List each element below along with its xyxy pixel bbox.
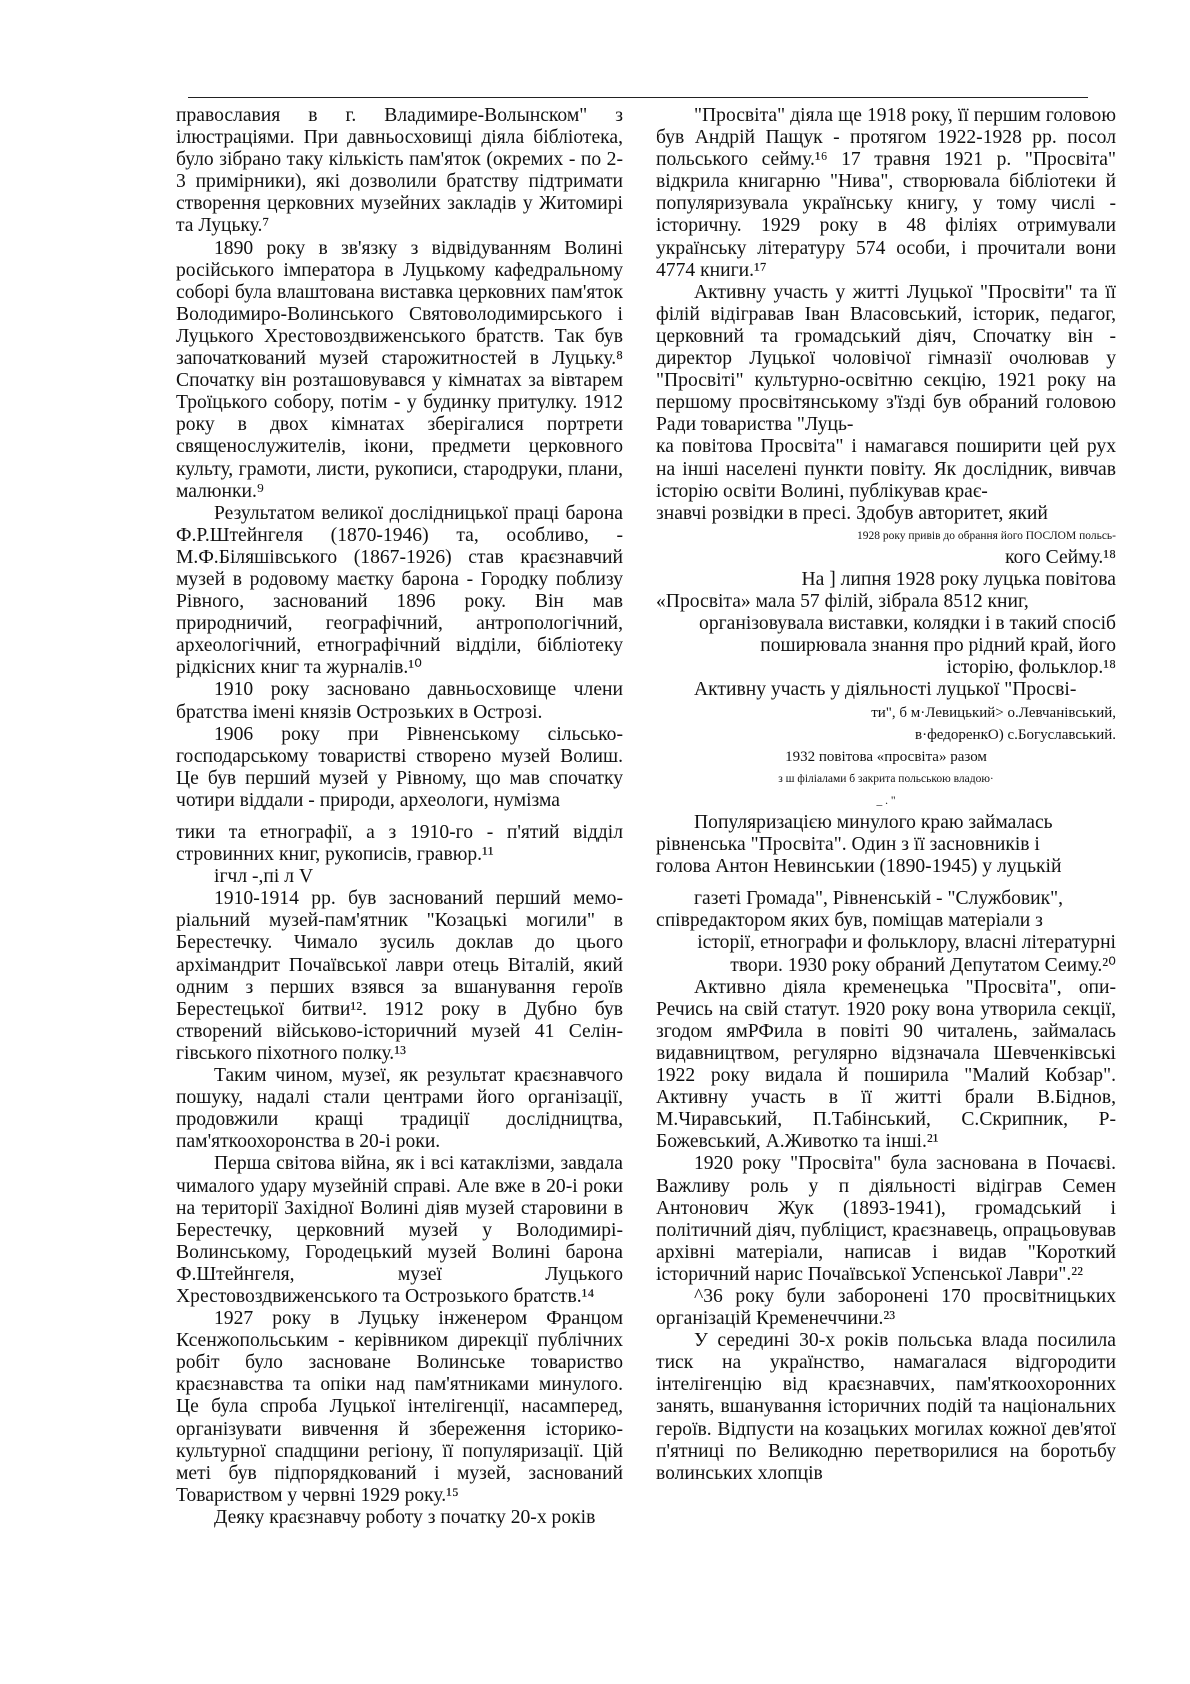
garbled-line: ти", б м·Левицький> о.Левчанівський, [871,704,1116,721]
paragraph-line: історію, фольклор.¹⁸ [946,657,1116,679]
paragraph-line: організовувала виставки, колядки і в такий спосіб [699,613,1116,635]
ocr-artifact-line: ігчл -,пі л V [214,866,314,888]
paragraph-line: Активну участь у діяльності луцької "Просві- [694,679,1077,701]
paragraph: Перша світова війна, як і всі катаклізми, завдала чималого удару музейній справі. Але вже в 20-і роки на території Західної Волині діяв музей старовини в Берестечку, церковний музей у Володимирі-Волинському, Городецький музей Волині барона Ф.Штейнгеля, музеї Луцького Хрестовоздвиженського та Острозького братств.¹⁴ [176,1153,623,1307]
paragraph: 1890 року в зв'язку з відвідуванням Волині російського імператора в Луцькому кафедральному соборі була влаштована виставка церковних пам'яток Володимиро-Волинського Святоволодимирського і Луцького Хрестовоздвиженського братств. Так був започаткований музей старожитностей в Луцьку.⁸ Спочатку він розташовувався у кімнатах за вівтарем Троїцького собору, потім - у будинку притулку. 1912 року в двох кімнатах зберігалися портрети священослужителів, ікони, предмети церковного культу, грамоти, листи, рукописи, стародруки, плани, малюнки.⁹ [176,237,623,502]
paragraph: Деяку краєзнавчу роботу з початку 20-х років [214,1506,596,1528]
garbled-line: історії, етнографи и фольклору, власні літературні [697,932,1116,954]
paragraph: Таким чином, музеї, як результат краєзнавчого пошуку, надалі стали центрами його організації, продовжили кращі традиції дослідництва, пам'яткоохоронства в 20-і роки. [176,1065,623,1153]
garbled-line: в·федоренкО) с.Богуславський. [915,726,1116,743]
right-column [656,105,1116,1485]
paragraph-line: На ] липня 1928 року луцька повітова [801,568,1116,590]
paragraph-line: Популяризацією минулого краю займалась [694,812,1053,833]
paragraph-line: «Просвіта» мала 57 філій, зібрала 8512 книг, [656,591,1029,613]
paragraph: 1910-1914 рр. був заснований перший меморіальний музей-пам'ятник "Козацькі могили" в Берестечку. Чимало зусиль доклав до цього архімандрит Почаївської лаври отець Віталій, який одним з перших взявся за вшанування героїв Берестецької битви¹². 1912 року в Дубно був створений військово-історичний музей 41 Селінгівського піхотного полку.¹³ [176,888,623,1064]
paragraph: Активну участь у житті Луцької "Просвіти" та її філій відігравав Іван Власовський, історик, педагог, церковний та громадський діяч, Спочатку він - директор Луцької чоловічої гімназії очолював у "Просвіті" культурно-освітню секцію, 1921 року на першому просвітянському з'їзді був обраний головою Ради товариства "Луць- [656,281,1116,436]
paragraph-line: рівненська "Просвіта". Один з її засновників і [656,834,1040,856]
paragraph: ^36 року були заборонені 170 просвітницьких організацій Кременеччини.²³ [656,1285,1116,1330]
garbled-line: газеті Громада", Рівненській - "Службовик", [694,888,1064,910]
garbled-line: 1932 повітова «просвіта» разом [785,748,987,765]
header-rule [188,97,1088,98]
paragraph-line: співредактором яких був, поміщав матеріали з [656,910,1043,932]
garbled-line: твори. 1930 року обраний Депутатом Сеиму.²⁰ [730,954,1116,976]
paragraph: 1906 року при Рівненському сільськогосподарському товаристві створено музей Волиш. Це був перший музей у Рівному, що мав спочатку чотири віддали - природи, археологи, нумізма [176,723,623,811]
paragraph: ка повітова Просвіта" і намагався поширити цей рух на інші населені пункти повіту. Як дослідник, вивчав історію освіти Волині, публікував крає- [656,436,1116,502]
paragraph-line: кого Сейму.¹⁸ [1005,546,1116,568]
paragraph: 1910 року засновано давньосховище члени братства імені князів Острозьких в Острозі. [176,679,623,723]
paragraph: "Просвіта" діяла ще 1918 року, її першим головою був Андрій Пащук - протягом 1922-1928 рр. посол польського сейму.¹⁶ 17 травня 1921 р. "Просвіта" відкрила книгарню "Нива", створювала бібліотеки й популяризувала українську книгу, у тому числі - історичну. 1929 року в 48 філіях отримували українську літературу 574 особи, і прочитали вони 4774 книги.¹⁷ [656,105,1116,281]
left-column [176,105,623,1529]
garbled-line: 1928 року привів до обрання його ПОСЛОМ польсь- [856,529,1116,542]
paragraph: 1920 року "Просвіта" була заснована в Почаєві. Важливу роль у п діяльності відіграв Семен Антонович Жук (1893-1941), громадський і політичний діяч, публіцист, краєзнавець, опрацьовував архівні матеріали, написав і видав "Короткий історичний нарис Почаївської Успенської Лаври".²² [656,1153,1116,1285]
garbled-line: з ш філіалами б закрита польською владою· [778,772,994,785]
paragraph: 1927 року в Луцьку інженером Францом Ксенжопольським - керівником дирекції публічних робіт було засноване Волинське товариство краєзнавства та опіки над пам'ятниками минулого. Це була спроба Луцької інтелігенції, насамперед, організувати вивчення й збереження історико-культурної спадщини регіону, її популяризації. Цій меті був підпорядкований і музей, заснований Товариством у червні 1929 року.¹⁵ [176,1308,623,1506]
paragraph: тики та етнографії, а з 1910-го - п'ятий відділ стровинних книг, рукописів, гравюр.¹¹ [176,822,623,866]
paragraph-line: поширювала знання про рідний край, його [760,635,1116,657]
paragraph: Результатом великої дослідницької праці барона Ф.Р.Штейнгеля (1870-1946) та, особливо, - М.Ф.Біляшівського (1867-1926) став краєзнавчий музей в родовому маєтку барона - Городку поблизу Рівного, заснований 1896 року. Він мав природничий, географічний, антропологічний, археологічний, етнографічний відділи, бібліотеку рідкісних книг та журналів.¹⁰ [176,502,623,679]
paragraph-line: знавчі розвідки в пресі. Здобув авторитет, який [656,502,1048,524]
paragraph: Активно діяла кременецька "Просвіта", опиРечись на свій статут. 1920 року вона утворила секції, згодом ямРФила в повіті 90 читалень, займалась видавництвом, регулярно відзначала Шевченківські 1922 року видала й поширила "Малий Кобзар". Активну участь в її житті брали В.Біднов, М.Чиравський, П.Табінський, С.Скрипник, Р-Божевський, А.Животко та інші.²¹ [656,976,1116,1153]
paragraph: православия в г. Владимире-Волынском" з ілюстраціями. При давньосховищі діяла бібліотека, було зібрано таку кількість пам'яток (окремих - по 2-3 примірники), які дозволили братству підтримати створення церковних музейних закладів у Житомирі та Луцьку.⁷ [176,105,623,237]
paragraph: У середині 30-х років польська влада посилила тиск на українство, намагалася відгородити інтелігенцію від краєзнавчих, пам'яткоохоронних занять, вшанування історичних подій та національних героїв. Відпусти на козацьких могилах кожної дев'ятої п'ятниці по Великодню перетворилися на боротьбу волинських хлопців [656,1330,1116,1484]
paragraph-line: голова Антон Невинськии (1890-1945) у луцькій [656,856,1062,878]
ocr-artifact-line: _ . " [876,794,896,807]
